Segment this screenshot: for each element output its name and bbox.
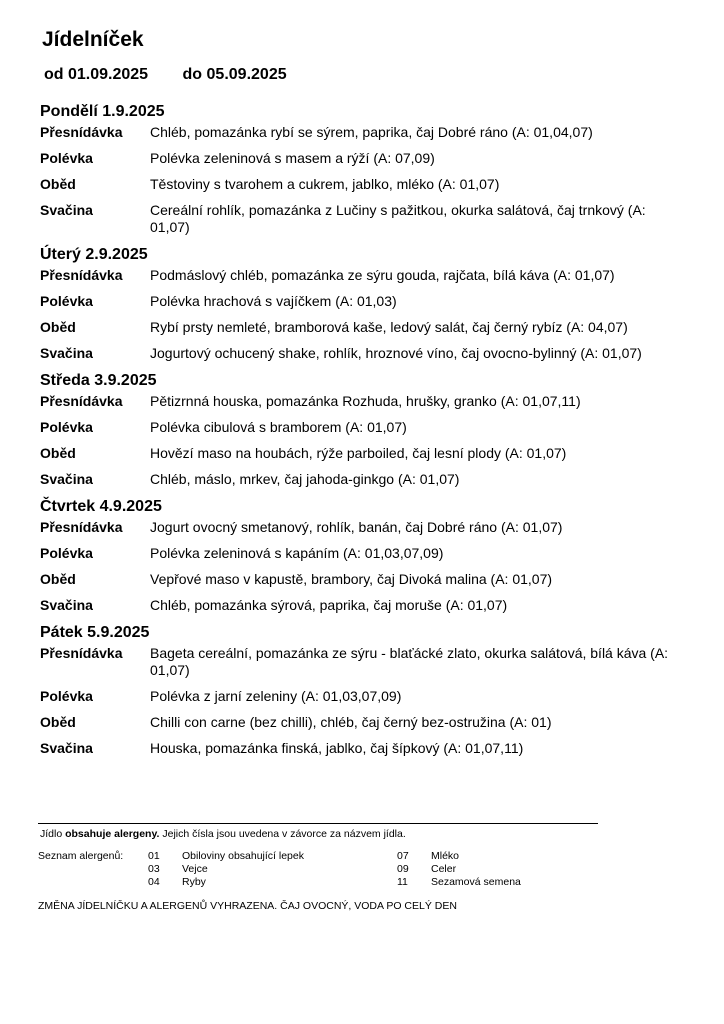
meal-row (40, 597, 680, 614)
divider (38, 823, 598, 824)
meal-label: Svačina (40, 471, 93, 487)
meal-label: Polévka (40, 688, 93, 704)
allergen-item (148, 876, 304, 889)
meal-label: Přesnídávka (40, 393, 123, 409)
allergen-name: Celer (431, 863, 457, 875)
date-to-label: do (182, 66, 203, 83)
meal-label: Přesnídávka (40, 645, 123, 661)
meal-row (40, 267, 680, 284)
meal-row (40, 124, 680, 141)
meal-text: Chléb, pomazánka rybí se sýrem, paprika, čaj Dobré ráno (A: 01,04,07) (150, 124, 593, 140)
meal-label: Polévka (40, 150, 93, 166)
meal-label: Přesnídávka (40, 267, 123, 283)
allergen-number: 01 (148, 850, 160, 862)
day-heading: Středa 3.9.2025 (40, 372, 157, 389)
meal-text: Hovězí maso na houbách, rýže parboiled, čaj lesní plody (A: 01,07) (150, 445, 567, 461)
meal-label: Svačina (40, 345, 93, 361)
allergen-name: Sezamová semena (431, 876, 521, 888)
meal-row (40, 571, 680, 588)
allergen-number: 07 (397, 850, 409, 862)
meal-text: Cereální rohlík, pomazánka z Lučiny s pažitkou, okurka salátová, čaj trnkový (A: 01,07) (150, 202, 646, 235)
allergen-note (40, 828, 406, 840)
meal-row (40, 645, 680, 679)
meal-label: Oběd (40, 445, 76, 461)
meal-label: Svačina (40, 597, 93, 613)
meal-row (40, 714, 680, 731)
day-section (40, 497, 680, 614)
meal-row (40, 319, 680, 336)
meal-row (40, 176, 680, 193)
meal-row (40, 471, 680, 488)
day-section (40, 371, 680, 488)
day-heading: Úterý 2.9.2025 (40, 246, 148, 263)
allergen-column-2 (397, 850, 521, 889)
meal-label: Polévka (40, 419, 93, 435)
meal-text: Rybí prsty nemleté, bramborová kaše, ledový salát, čaj černý rybíz (A: 04,07) (150, 319, 628, 335)
allergen-column-1 (148, 850, 304, 889)
meal-row (40, 345, 680, 362)
meal-label: Oběd (40, 714, 76, 730)
allergen-number: 11 (397, 876, 408, 888)
meal-row (40, 150, 680, 167)
meal-label: Polévka (40, 293, 93, 309)
meal-row (40, 445, 680, 462)
meal-text: Polévka zeleninová s kapáním (A: 01,03,07,09) (150, 545, 444, 561)
footer-note: ZMĚNA JÍDELNÍČKU A ALERGENŮ VYHRAZENA. ČAJ OVOCNÝ, VODA PO CELÝ DEN (38, 900, 457, 912)
meal-text: Polévka hrachová s vajíčkem (A: 01,03) (150, 293, 397, 309)
allergen-number: 03 (148, 863, 160, 875)
note-rest: Jejich čísla jsou uvedena v závorce za názvem jídla. (162, 828, 406, 840)
day-section (40, 245, 680, 362)
meal-row (40, 519, 680, 536)
allergen-name: Vejce (182, 863, 208, 875)
meal-text: Pětizrnná houska, pomazánka Rozhuda, hrušky, granko (A: 01,07,11) (150, 393, 581, 409)
meal-text: Těstoviny s tvarohem a cukrem, jablko, mléko (A: 01,07) (150, 176, 500, 192)
meal-row (40, 419, 680, 436)
allergen-name: Obiloviny obsahující lepek (182, 850, 304, 862)
meal-label: Oběd (40, 176, 76, 192)
meal-label: Oběd (40, 571, 76, 587)
meal-text: Chléb, pomazánka sýrová, paprika, čaj moruše (A: 01,07) (150, 597, 508, 613)
meal-row (40, 740, 680, 757)
meal-text: Jogurtový ochucený shake, rohlík, hroznové víno, čaj ovocno-bylinný (A: 01,07) (150, 345, 642, 361)
meal-text: Chilli con carne (bez chilli), chléb, čaj černý bez-ostružina (A: 01) (150, 714, 552, 730)
date-range (44, 66, 287, 84)
meal-text: Chléb, máslo, mrkev, čaj jahoda-ginkgo (A: 01,07) (150, 471, 460, 487)
day-section (40, 102, 680, 236)
page-title: Jídelníček (42, 28, 144, 51)
allergen-list-label: Seznam alergenů: (38, 850, 124, 862)
meal-text: Jogurt ovocný smetanový, rohlík, banán, čaj Dobré ráno (A: 01,07) (150, 519, 563, 535)
day-heading: Čtvrtek 4.9.2025 (40, 498, 162, 515)
meal-row (40, 202, 680, 236)
day-heading: Pátek 5.9.2025 (40, 624, 150, 641)
day-section (40, 623, 680, 757)
meal-text: Podmáslový chléb, pomazánka ze sýru gouda, rajčata, bílá káva (A: 01,07) (150, 267, 615, 283)
allergen-number: 09 (397, 863, 409, 875)
date-from-label: od (44, 66, 64, 83)
menu-days (40, 102, 680, 766)
allergen-item (148, 850, 304, 863)
note-prefix: Jídlo (40, 828, 63, 840)
date-to: 05.09.2025 (206, 66, 287, 83)
allergen-item (397, 850, 521, 863)
meal-row (40, 393, 680, 410)
day-heading: Pondělí 1.9.2025 (40, 103, 165, 120)
allergen-name: Mléko (431, 850, 460, 862)
meal-label: Svačina (40, 740, 93, 756)
allergen-number: 04 (148, 876, 160, 888)
meal-label: Přesnídávka (40, 124, 123, 140)
note-bold: obsahuje alergeny. (65, 828, 160, 840)
meal-label: Svačina (40, 202, 93, 218)
allergen-item (397, 863, 521, 876)
meal-text: Polévka zeleninová s masem a rýží (A: 07,09) (150, 150, 435, 166)
meal-row (40, 293, 680, 310)
meal-text: Houska, pomazánka finská, jablko, čaj šípkový (A: 01,07,11) (150, 740, 524, 756)
meal-row (40, 545, 680, 562)
allergen-item (397, 876, 521, 889)
date-from: 01.09.2025 (68, 66, 149, 83)
meal-label: Přesnídávka (40, 519, 123, 535)
meal-text: Bageta cereální, pomazánka ze sýru - blaťácké zlato, okurka salátová, bílá káva (A: 01,07) (150, 645, 669, 678)
meal-label: Polévka (40, 545, 93, 561)
meal-label: Oběd (40, 319, 76, 335)
meal-text: Polévka cibulová s bramborem (A: 01,07) (150, 419, 407, 435)
allergen-name: Ryby (182, 876, 206, 888)
meal-row (40, 688, 680, 705)
allergen-item (148, 863, 304, 876)
meal-text: Vepřové maso v kapustě, brambory, čaj Divoká malina (A: 01,07) (150, 571, 553, 587)
meal-text: Polévka z jarní zeleniny (A: 01,03,07,09) (150, 688, 402, 704)
